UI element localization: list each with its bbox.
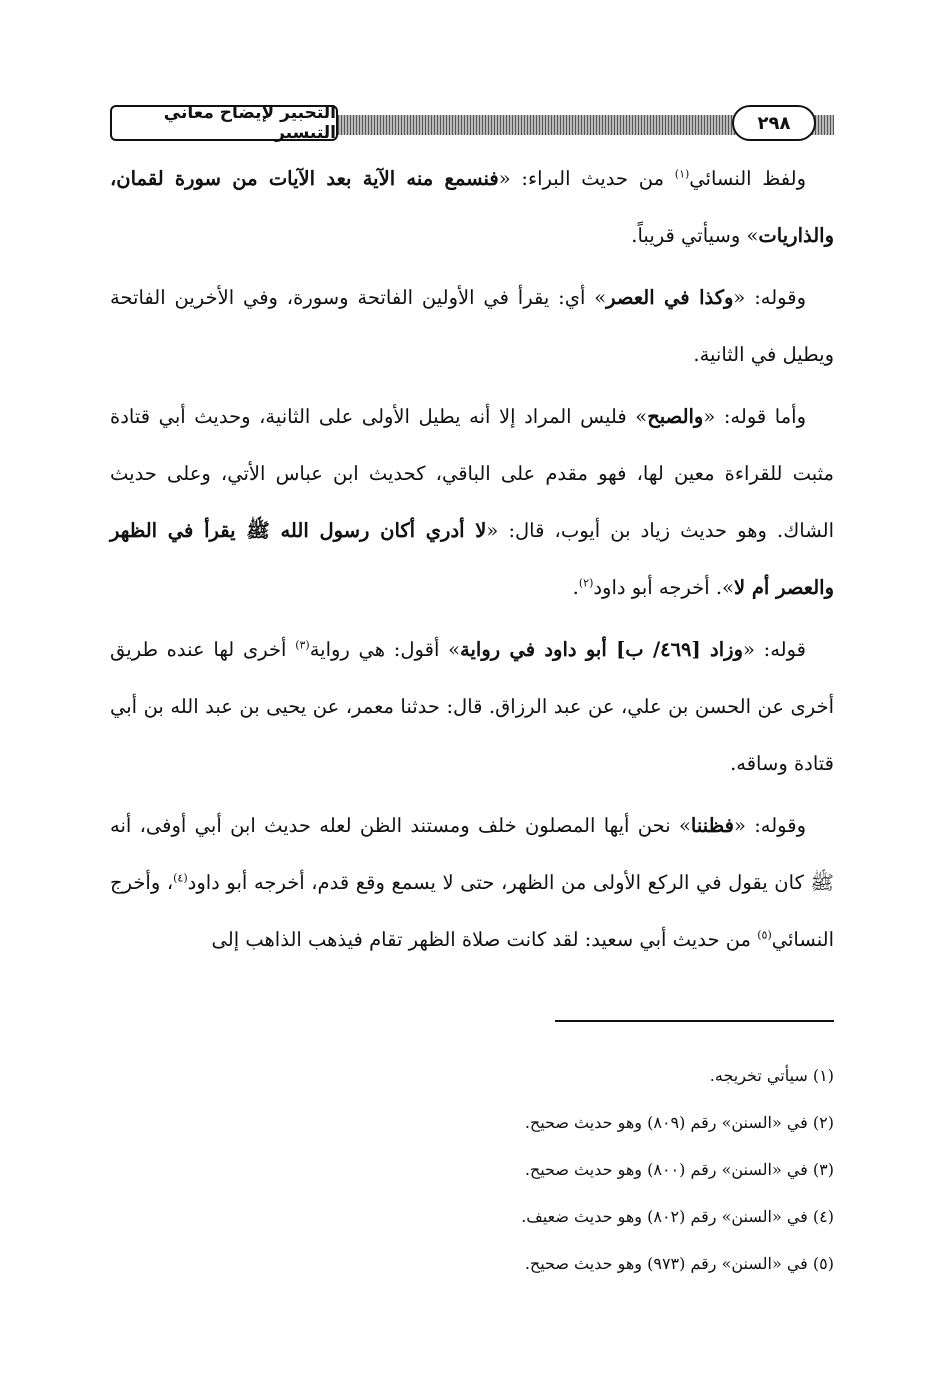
text-segment: وقوله: « (733, 814, 806, 837)
text-segment: ، وأخرج النسائي (110, 871, 834, 951)
text-segment: » أقول: هي رواية (309, 638, 461, 661)
paragraph (110, 621, 834, 792)
text-segment: قوله: « (743, 638, 807, 661)
text-segment: » نحن أيها المصلون خلف ومستند الظن لعله حديث ابن أبي أوفى، أنه ﷺ كان يقول في الركع الأولى من الظهر، حتى لا يسمع وقع قدم، أخرجه أبو داود (110, 814, 834, 894)
text-segment: من حديث البراء: « (498, 167, 675, 190)
footnote: (١) سيأتي تخريجه. (709, 1066, 834, 1085)
footnote-ref: (٣) (295, 638, 310, 652)
paragraph (110, 388, 834, 616)
text-segment: أخرى لها عنده طريق أخرى عن الحسن بن علي، عن عبد الرزاق. قال: حدثنا معمر، عن يحيى بن عبد الله بن أبي قتادة وساقه. (110, 638, 834, 775)
footnote: (٥) في «السنن» رقم (٩٧٣) وهو حديث صحيح. (524, 1254, 834, 1273)
quoted-hadith-text: وزاد [٤٦٩/ ب] أبو داود في رواية (460, 638, 743, 661)
paragraph (110, 269, 834, 383)
text-segment: من حديث أبي سعيد: لقد كانت صلاة الظهر تقام فيذهب الذاهب إلى (211, 928, 758, 951)
text-segment: » أي: يقرأ في الأولين الفاتحة وسورة، وفي الأخرين الفاتحة ويطيل في الثانية. (110, 286, 834, 366)
paragraph (110, 797, 834, 968)
footnote-ref: (٥) (757, 928, 772, 942)
running-header (110, 103, 834, 147)
text-segment: » وسيأتي قريباً. (631, 224, 759, 247)
footnote-ref: (١) (674, 167, 690, 181)
text-segment: » فليس المراد إلا أنه يطيل الأولى على الثانية، وحديث أبي قتادة مثبت للقراءة معين لها، فهو مقدم على الباقي، كحديث ابن عباس الأتي، وعلى حديث الشاك. وهو حديث زياد بن أيوب، قال: « (110, 405, 834, 542)
footnote-ref: (٤) (173, 871, 188, 885)
footnote-ref: (٢) (578, 576, 594, 590)
footnote: (٣) في «السنن» رقم (٨٠٠) وهو حديث صحيح. (524, 1160, 834, 1179)
footnote: (٤) في «السنن» رقم (٨٠٢) وهو حديث ضعيف. (521, 1207, 834, 1226)
text-segment: ». أخرجه أبو داود (593, 576, 734, 599)
quoted-hadith-text: فنسمع منه الآية بعد الآيات من سورة لقمان، والذاريات (110, 167, 834, 247)
quoted-hadith-text: والصبح (647, 405, 704, 428)
text-segment: وقوله: « (733, 286, 806, 309)
paragraph (110, 150, 834, 264)
text-segment: وأما قوله: « (703, 405, 806, 428)
footnote: (٢) في «السنن» رقم (٨٠٩) وهو حديث صحيح. (524, 1113, 834, 1132)
text-segment: . (572, 576, 579, 599)
text-segment: ولفظ النسائي (689, 167, 806, 190)
quoted-hadith-text: فظننا (690, 814, 734, 837)
book-title: التحبير لإيضاح معاني التيسير (110, 105, 338, 141)
page-number: ٢٩٨ (732, 105, 816, 141)
quoted-hadith-text: وكذا في العصر (606, 286, 734, 309)
quoted-hadith-text: لا أدري أكان رسول الله ﷺ يقرأ في الظهر والعصر أم لا (110, 519, 834, 599)
footnotes (450, 1052, 834, 1287)
footnote-separator (555, 1020, 834, 1022)
main-text (110, 150, 834, 973)
